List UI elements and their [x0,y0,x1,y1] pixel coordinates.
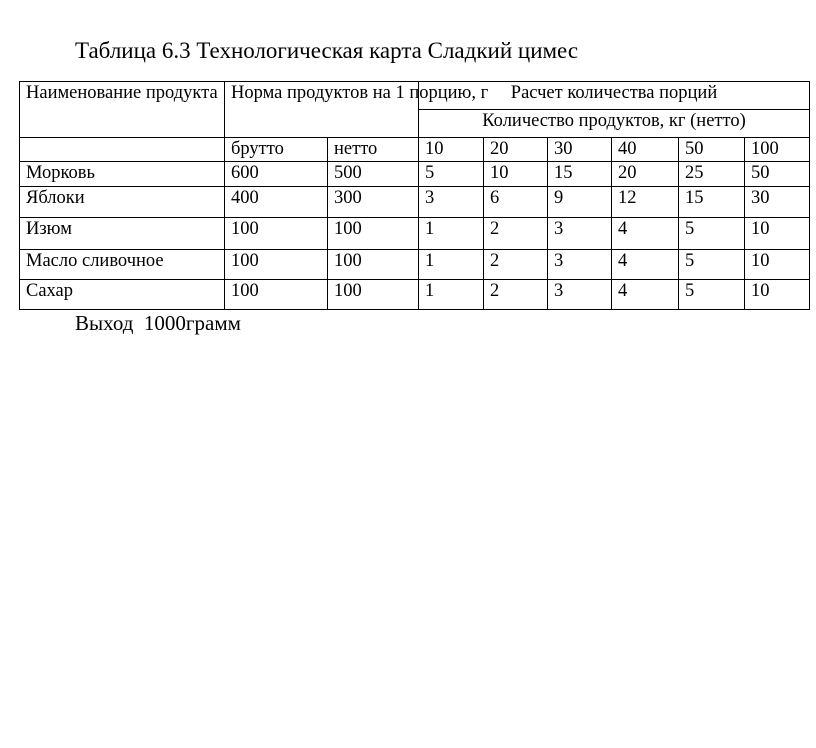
row-value: 5 [679,250,745,280]
row-value: 50 [745,162,810,187]
header-portion: 40 [612,138,679,162]
row-value: 20 [612,162,679,187]
header-portion: 20 [484,138,548,162]
header-portion: 30 [548,138,612,162]
row-value: 2 [484,280,548,310]
row-value: 4 [612,250,679,280]
row-value: 3 [548,250,612,280]
table-row [20,187,810,218]
row-value: 3 [548,218,612,250]
row-value: 5 [419,162,484,187]
output-line [75,311,241,336]
header-calc: Расчет количества порций [419,82,810,110]
row-value: 3 [548,280,612,310]
row-value: 5 [679,218,745,250]
row-value: 30 [745,187,810,218]
row-value: 15 [548,162,612,187]
row-value: 10 [745,280,810,310]
row-name: Изюм [20,218,225,250]
row-name: Масло сливочное [20,250,225,280]
row-value: 1 [419,280,484,310]
row-value: 1 [419,218,484,250]
row-brutto: 100 [225,218,328,250]
output-label: Выход [75,311,134,335]
row-value: 4 [612,218,679,250]
document-title: Таблица 6.3 Технологическая карта Сладкий цимес [75,38,579,63]
row-netto: 100 [328,218,419,250]
row-value: 2 [484,250,548,280]
row-brutto: 400 [225,187,328,218]
row-netto: 100 [328,280,419,310]
row-value: 10 [745,218,810,250]
row-netto: 100 [328,250,419,280]
row-value: 9 [548,187,612,218]
row-value: 1 [419,250,484,280]
row-brutto: 100 [225,280,328,310]
row-value: 10 [745,250,810,280]
table-row [20,162,810,187]
row-value: 6 [484,187,548,218]
row-netto: 300 [328,187,419,218]
row-value: 25 [679,162,745,187]
header-product: Наименование продукта [20,82,225,138]
row-value: 10 [484,162,548,187]
header-brutto: брутто [225,138,328,162]
row-name: Сахар [20,280,225,310]
header-row-1 [20,82,810,110]
row-name: Яблоки [20,187,225,218]
header-row-3 [20,138,810,162]
row-value: 12 [612,187,679,218]
table-row [20,280,810,310]
header-portion: 50 [679,138,745,162]
row-value: 4 [612,280,679,310]
row-brutto: 600 [225,162,328,187]
header-qty: Количество продуктов, кг (нетто) [419,110,810,138]
row-brutto: 100 [225,250,328,280]
header-portion: 10 [419,138,484,162]
output-value: 1000грамм [143,311,241,335]
row-value: 3 [419,187,484,218]
table-row [20,218,810,250]
row-value: 2 [484,218,548,250]
header-norm: Норма продуктов на 1 порцию, г [225,82,419,138]
row-name: Морковь [20,162,225,187]
tech-card-table [19,81,810,310]
header-empty-cell [20,138,225,162]
row-netto: 500 [328,162,419,187]
header-netto: нетто [328,138,419,162]
table-row [20,250,810,280]
header-portion: 100 [745,138,810,162]
row-value: 5 [679,280,745,310]
row-value: 15 [679,187,745,218]
